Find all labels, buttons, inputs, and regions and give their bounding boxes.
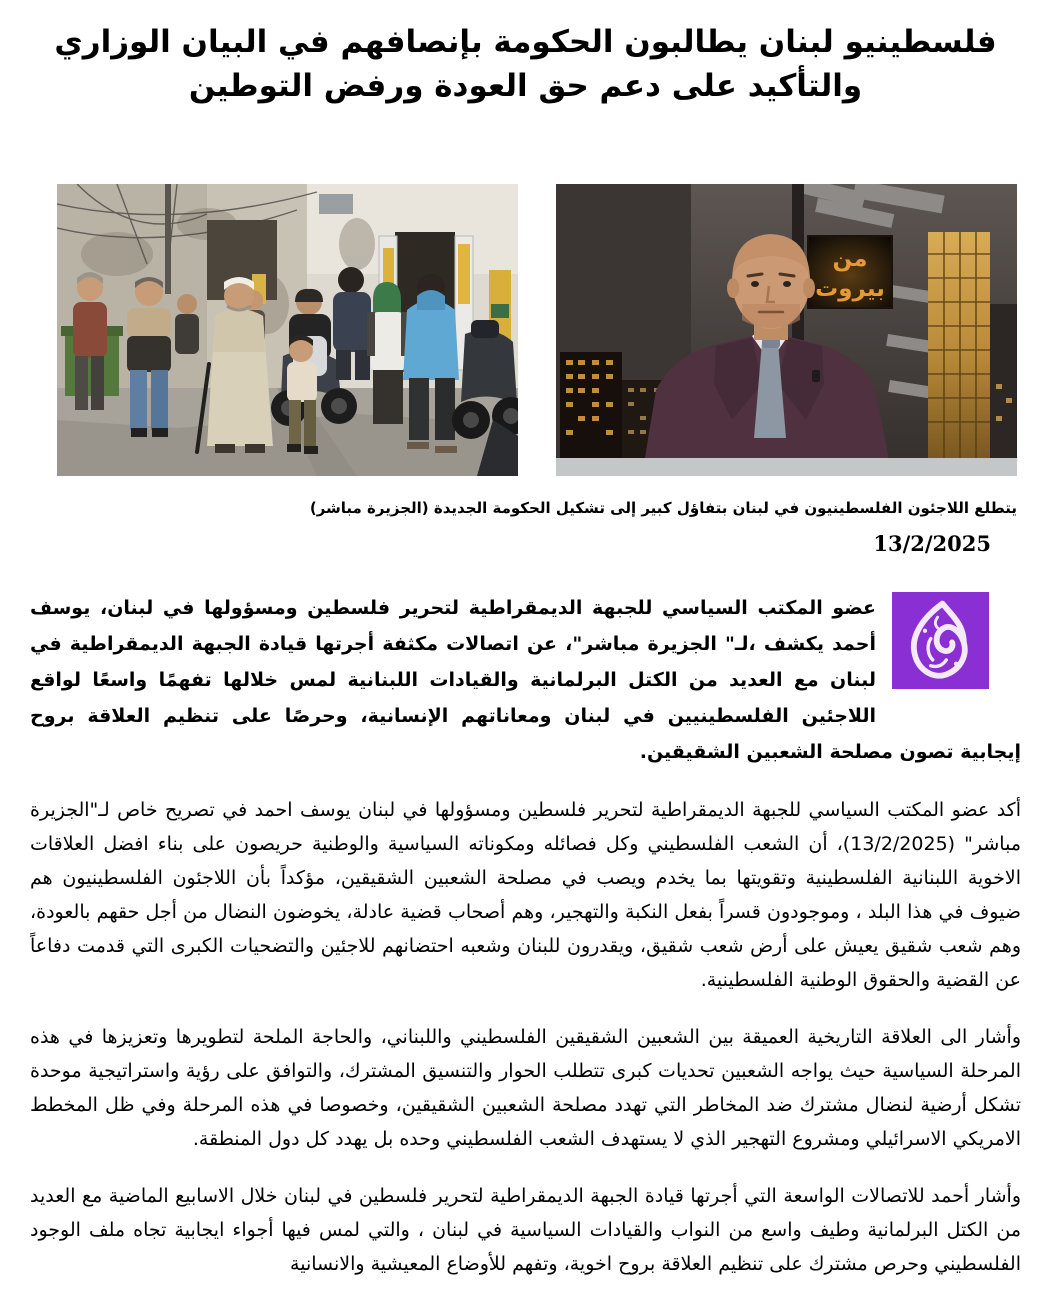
article-paragraph-lead: عضو المكتب السياسي للجبهة الديمقراطية لتحرير فلسطين ومسؤولها في لبنان، يوسف أحمد يكشف ،لـ" الجزيرة مباشر"، عن اتصالات مكثفة أجرتها قيادة الجبهة الديمقراطية في لبنان مع العديد من الكتل البرلمانية والقيادات اللبنانية لمس خلالها تفهمًا واسعًا لواقع اللاجئين الفلسطينيين في لبنان ومعاناتهم الإنسانية، وحرصًا على تنظيم العلاقة بروح إيجابية تصون مصلحة الشعبين الشقيقين.: [30, 597, 1021, 764]
photo-caption: يتطلع اللاجئون الفلسطينيون في لبنان بتفاؤل كبير إلى تشكيل الحكومة الجديدة (الجزيرة مباشر): [309, 499, 1017, 518]
page-title: فلسطينيو لبنان يطالبون الحكومة بإنصافهم في البيان الوزاري والتأكيد على دعم حق العودة ورفض التوطين: [54, 24, 997, 105]
aljazeera-logo-icon: [890, 592, 991, 689]
article-body: [30, 590, 1021, 1281]
article-paragraph: وأشار أحمد للاتصالات الواسعة التي أجرتها قيادة الجبهة الديمقراطية لتحرير فلسطين في لبنان خلال الاسابيع الماضية مع العديد من الكتل البرلمانية وطيف واسع من النواب والقيادات السياسية في لبنان ، والتي لمس فيها أجواء ايجابية تجاه ملف الوجود الفلسطيني وحرص مشترك على تنظيم العلاقة بروح اخوية، وتفهم للأوضاع المعيشية والانسانية: [30, 1185, 1021, 1276]
article-paragraph: وأشار الى العلاقة التاريخية العميقة بين الشعبين الشقيقين الفلسطيني واللبناني، والحاجة الملحة لتطويرها وتعزيزها في هذه المرحلة السياسية حيث يواجه الشعبين تحديات كبرى تتطلب الحوار والتنسيق المشترك، والتوافق على رؤية واستراتيجية موحدة تشكل أرضية لنضال مشترك ضد المخاطر التي تهدد مصلحة الشعبين الشقيقين، وخصوصا في هذه المرحلة وفي ظل المخطط الامريكي الاسرائيلي ومشروع التهجير الذي لا يستهدف الشعب الفلسطيني وحده بل يهدد كل دول المنطقة.: [30, 1026, 1021, 1151]
studio-overlay-line1: من: [832, 246, 868, 273]
photo-row: [0, 184, 1051, 476]
studio-photo-illustration: [556, 184, 1017, 476]
studio-photo: [556, 184, 1017, 476]
street-photo-illustration: [57, 184, 518, 476]
article-date: 13/2/2025: [873, 531, 991, 557]
street-photo: [57, 184, 518, 476]
studio-overlay-line2: بيروت: [815, 276, 885, 303]
article-paragraph: أكد عضو المكتب السياسي للجبهة الديمقراطية لتحرير فلسطين ومسؤولها في لبنان يوسف احمد في تصريح خاص لـ"الجزيرة مباشر" (13/2/2025)، أن الشعب الفلسطيني وكل فصائله ومكوناته السياسية والوطنية حريصون على بناء افضل العلاقات الاخوية اللبنانية الفلسطينية وتقويتها بما يخدم ويصب في مصلحة الشعبين الشقيقين، مؤكداً بأن اللاجئون الفلسطينيون هم ضيوف في هذا البلد ، وموجودون قسراً بفعل النكبة والتهجير، وهم أصحاب قضية عادلة، يخوضون النضال من أجل حقهم بالعودة، وهم شعب شقيق يعيش على أرض شعب شقيق، ويقدرون للبنان وشعبه احتضانهم للاجئين والتضحيات الكبرى التي قدمت دفاعاً عن القضية والحقوق الوطنية الفلسطينية.: [30, 799, 1021, 992]
